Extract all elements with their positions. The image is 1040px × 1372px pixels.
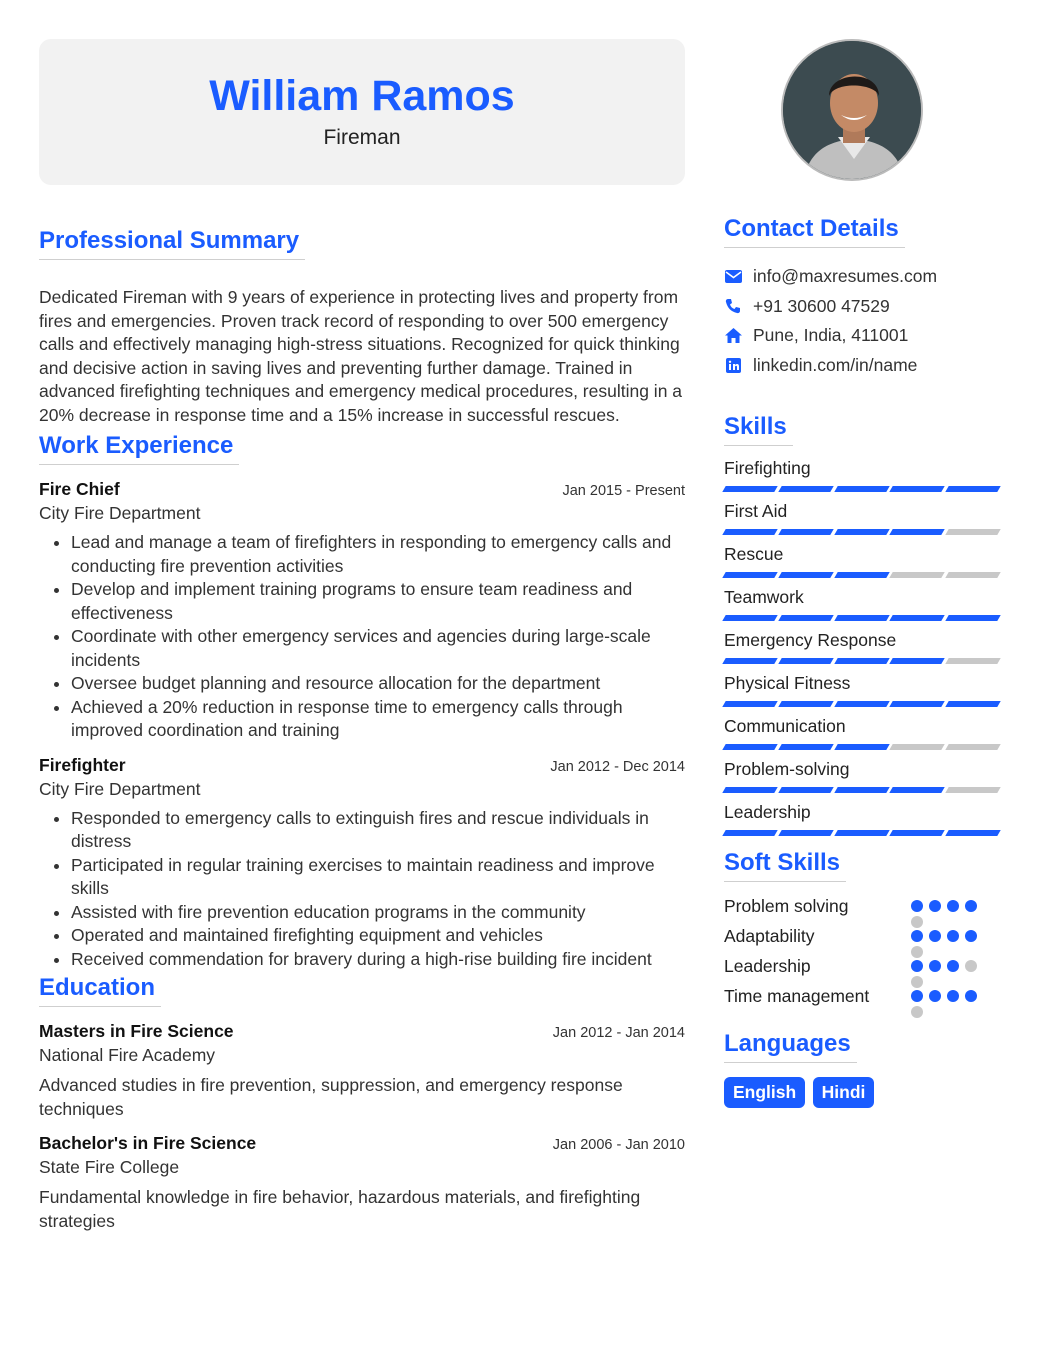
language-badge: Hindi bbox=[813, 1077, 875, 1108]
sidebar bbox=[724, 39, 1004, 1108]
skill-level-segment bbox=[778, 701, 833, 707]
skill-name: Leadership bbox=[724, 802, 811, 822]
skill-level-segment bbox=[945, 658, 1000, 664]
skill-level-segment bbox=[945, 830, 1000, 836]
list-item: • Oversee budget planning and resource allocation for the department bbox=[71, 672, 685, 696]
soft-skills-list bbox=[724, 896, 1004, 1016]
rating-dot bbox=[947, 900, 959, 912]
summary-section bbox=[39, 227, 685, 427]
list-item: • Operated and maintained firefighting equipment and vehicles bbox=[71, 924, 685, 948]
job-entry bbox=[39, 479, 685, 743]
linkedin-icon bbox=[724, 356, 742, 374]
skill-level-segment bbox=[722, 830, 777, 836]
education-description: Fundamental knowledge in fire behavior, hazardous materials, and firefighting strategies bbox=[39, 1187, 641, 1231]
soft-skill-name: Time management bbox=[724, 986, 870, 1006]
skill-level-segment bbox=[834, 572, 889, 578]
avatar-illustration bbox=[783, 41, 923, 181]
rating-dot bbox=[911, 990, 923, 1002]
skill-name: First Aid bbox=[724, 501, 788, 521]
skill-level-segment bbox=[834, 787, 889, 793]
education-section bbox=[39, 974, 685, 1233]
soft-skill-name: Adaptability bbox=[724, 926, 815, 946]
skill-level-segment bbox=[834, 658, 889, 664]
job-organization: City Fire Department bbox=[39, 778, 201, 799]
job-bullets bbox=[39, 807, 685, 972]
address-text: Pune, India, 411001 bbox=[753, 325, 909, 346]
soft-skill-rating bbox=[911, 900, 981, 928]
avatar bbox=[781, 39, 923, 181]
rating-dot bbox=[929, 900, 941, 912]
skill-level-bar bbox=[724, 701, 999, 707]
rating-dot bbox=[947, 960, 959, 972]
skill-level-segment bbox=[722, 744, 777, 750]
skill-item bbox=[724, 671, 1004, 714]
education-description: Advanced studies in fire prevention, suppression, and emergency response techniques bbox=[39, 1075, 623, 1119]
languages-section bbox=[724, 1030, 1004, 1108]
rating-dot bbox=[965, 900, 977, 912]
rating-dot bbox=[965, 930, 977, 942]
skill-level-segment bbox=[890, 572, 945, 578]
contact-address bbox=[724, 321, 1004, 351]
contact-title: Contact Details bbox=[724, 215, 905, 248]
skill-name: Physical Fitness bbox=[724, 673, 851, 693]
skill-item bbox=[724, 757, 1004, 800]
rating-dot bbox=[911, 976, 923, 988]
skill-level-segment bbox=[722, 701, 777, 707]
list-item: • Develop and implement training programs to ensure team readiness and effectiveness bbox=[71, 578, 685, 625]
phone-icon bbox=[724, 297, 742, 315]
skill-item bbox=[724, 542, 1004, 585]
contact-linkedin[interactable] bbox=[724, 351, 1004, 381]
rating-dot bbox=[911, 946, 923, 958]
school: State Fire College bbox=[39, 1157, 180, 1177]
education-date: Jan 2006 - Jan 2010 bbox=[552, 1137, 685, 1153]
rating-dot bbox=[911, 930, 923, 942]
skill-level-segment bbox=[945, 787, 1000, 793]
contact-phone[interactable] bbox=[724, 292, 1004, 322]
skill-level-segment bbox=[834, 701, 889, 707]
list-item: • Received commendation for bravery during a high-rise building fire incident bbox=[71, 948, 685, 972]
skill-item bbox=[724, 499, 1004, 542]
skill-level-bar bbox=[724, 830, 999, 836]
candidate-name: William Ramos bbox=[209, 72, 515, 120]
skill-level-segment bbox=[778, 615, 833, 621]
skill-level-segment bbox=[945, 529, 1000, 535]
rating-dot bbox=[911, 960, 923, 972]
summary-text: Dedicated Fireman with 9 years of experience in protecting lives and property from fires and emergencies. Proven track record of responding to over 500 emergency calls and effectively managing high-stress situations. Recognized for quick thinking and decisive action in saving lives and preventing further damage. Trained in advanced firefighting techniques and emergency medical procedures, resulting in a 20% decrease in response time and a 15% increase in successful rescues. bbox=[39, 287, 683, 425]
experience-section bbox=[39, 432, 685, 971]
header bbox=[39, 39, 685, 185]
languages-list bbox=[724, 1077, 1004, 1108]
job-date: Jan 2015 - Present bbox=[562, 483, 685, 499]
job-title: Firefighter bbox=[39, 754, 126, 775]
email-text: info@maxresumes.com bbox=[753, 266, 938, 287]
skill-level-segment bbox=[722, 787, 777, 793]
phone-text: +91 30600 47529 bbox=[753, 295, 890, 316]
skill-item bbox=[724, 456, 1004, 499]
skill-level-segment bbox=[722, 658, 777, 664]
skill-level-bar bbox=[724, 486, 999, 492]
skill-level-bar bbox=[724, 744, 999, 750]
skill-item bbox=[724, 628, 1004, 671]
soft-skill-item bbox=[724, 956, 1004, 986]
skill-level-segment bbox=[778, 787, 833, 793]
job-organization: City Fire Department bbox=[39, 503, 201, 523]
soft-skill-name: Leadership bbox=[724, 956, 811, 976]
education-entry bbox=[39, 1021, 685, 1121]
skill-level-bar bbox=[724, 572, 999, 578]
candidate-role: Fireman bbox=[323, 126, 401, 149]
skill-name: Rescue bbox=[724, 544, 784, 564]
skill-level-segment bbox=[834, 744, 889, 750]
skill-name: Communication bbox=[724, 716, 846, 736]
skill-level-segment bbox=[722, 572, 777, 578]
job-date: Jan 2012 - Dec 2014 bbox=[550, 758, 685, 775]
school: National Fire Academy bbox=[39, 1045, 216, 1065]
soft-skill-item bbox=[724, 926, 1004, 956]
list-item: • Responded to emergency calls to extinguish fires and rescue individuals in distress bbox=[71, 807, 685, 854]
skill-level-segment bbox=[890, 701, 945, 707]
skill-level-bar bbox=[724, 615, 999, 621]
skill-level-bar bbox=[724, 529, 999, 535]
rating-dot bbox=[911, 916, 923, 928]
skill-level-segment bbox=[945, 744, 1000, 750]
skill-name: Emergency Response bbox=[724, 630, 897, 650]
degree: Masters in Fire Science bbox=[39, 1021, 234, 1041]
rating-dot bbox=[929, 930, 941, 942]
main-column bbox=[39, 39, 685, 1233]
skill-name: Teamwork bbox=[724, 587, 804, 607]
list-item: • Achieved a 20% reduction in response time to emergency calls through improved coordination and training bbox=[71, 696, 685, 743]
skill-level-segment bbox=[834, 830, 889, 836]
education-entry bbox=[39, 1133, 685, 1233]
list-item: • Lead and manage a team of firefighters in responding to emergency calls and conducting fire prevention activities bbox=[71, 531, 685, 578]
education-title: Education bbox=[39, 974, 161, 1007]
skill-level-segment bbox=[778, 486, 833, 492]
skill-level-segment bbox=[778, 830, 833, 836]
skill-level-segment bbox=[778, 744, 833, 750]
skill-item bbox=[724, 800, 1004, 843]
contact-email[interactable] bbox=[724, 262, 1004, 292]
skill-level-segment bbox=[722, 486, 777, 492]
list-item: • Coordinate with other emergency services and agencies during large-scale incidents bbox=[71, 625, 685, 672]
skills-list bbox=[724, 456, 1004, 843]
rating-dot bbox=[947, 990, 959, 1002]
skill-level-bar bbox=[724, 787, 999, 793]
skills-title: Skills bbox=[724, 413, 793, 446]
rating-dot bbox=[911, 900, 923, 912]
experience-title: Work Experience bbox=[39, 432, 239, 465]
soft-skill-name: Problem solving bbox=[724, 896, 849, 916]
skill-level-segment bbox=[945, 486, 1000, 492]
skill-level-segment bbox=[834, 615, 889, 621]
envelope-icon bbox=[724, 268, 742, 286]
skill-item bbox=[724, 714, 1004, 757]
skill-level-segment bbox=[890, 529, 945, 535]
soft-skill-rating bbox=[911, 990, 981, 1018]
soft-skill-item bbox=[724, 896, 1004, 926]
skill-level-segment bbox=[890, 658, 945, 664]
rating-dot bbox=[965, 960, 977, 972]
job-entry bbox=[39, 755, 685, 972]
skill-level-segment bbox=[890, 830, 945, 836]
rating-dot bbox=[911, 1006, 923, 1018]
skill-level-segment bbox=[890, 615, 945, 621]
soft-skill-rating bbox=[911, 930, 981, 958]
degree: Bachelor's in Fire Science bbox=[39, 1133, 257, 1153]
job-title: Fire Chief bbox=[39, 479, 120, 499]
rating-dot bbox=[947, 930, 959, 942]
list-item: • Assisted with fire prevention education programs in the community bbox=[71, 901, 685, 925]
home-icon bbox=[724, 327, 742, 345]
summary-title: Professional Summary bbox=[39, 227, 305, 260]
contact-section bbox=[724, 215, 1004, 380]
skill-level-segment bbox=[778, 529, 833, 535]
skill-level-segment bbox=[778, 658, 833, 664]
skill-level-segment bbox=[834, 529, 889, 535]
list-item: • Participated in regular training exercises to maintain readiness and improve skills bbox=[71, 854, 685, 901]
rating-dot bbox=[965, 990, 977, 1002]
skills-section bbox=[724, 413, 1004, 843]
skill-level-segment bbox=[890, 744, 945, 750]
skill-level-segment bbox=[722, 529, 777, 535]
skill-level-segment bbox=[834, 486, 889, 492]
skill-level-segment bbox=[945, 615, 1000, 621]
languages-title: Languages bbox=[724, 1030, 857, 1063]
skill-item bbox=[724, 585, 1004, 628]
education-date: Jan 2012 - Jan 2014 bbox=[552, 1025, 685, 1041]
soft-skills-section bbox=[724, 849, 1004, 1016]
skill-level-segment bbox=[778, 572, 833, 578]
job-bullets bbox=[39, 531, 685, 743]
skill-level-segment bbox=[890, 486, 945, 492]
skill-level-segment bbox=[945, 572, 1000, 578]
skill-level-segment bbox=[945, 701, 1000, 707]
skill-name: Problem-solving bbox=[724, 759, 850, 779]
skill-level-segment bbox=[722, 615, 777, 621]
rating-dot bbox=[929, 960, 941, 972]
soft-skill-rating bbox=[911, 960, 981, 988]
skill-level-segment bbox=[890, 787, 945, 793]
skill-name: Firefighting bbox=[724, 458, 811, 478]
skill-level-bar bbox=[724, 658, 999, 664]
language-badge: English bbox=[724, 1077, 805, 1108]
soft-skill-item bbox=[724, 986, 1004, 1016]
rating-dot bbox=[929, 990, 941, 1002]
soft-skills-title: Soft Skills bbox=[724, 849, 846, 882]
linkedin-text: linkedin.com/in/name bbox=[753, 354, 918, 375]
